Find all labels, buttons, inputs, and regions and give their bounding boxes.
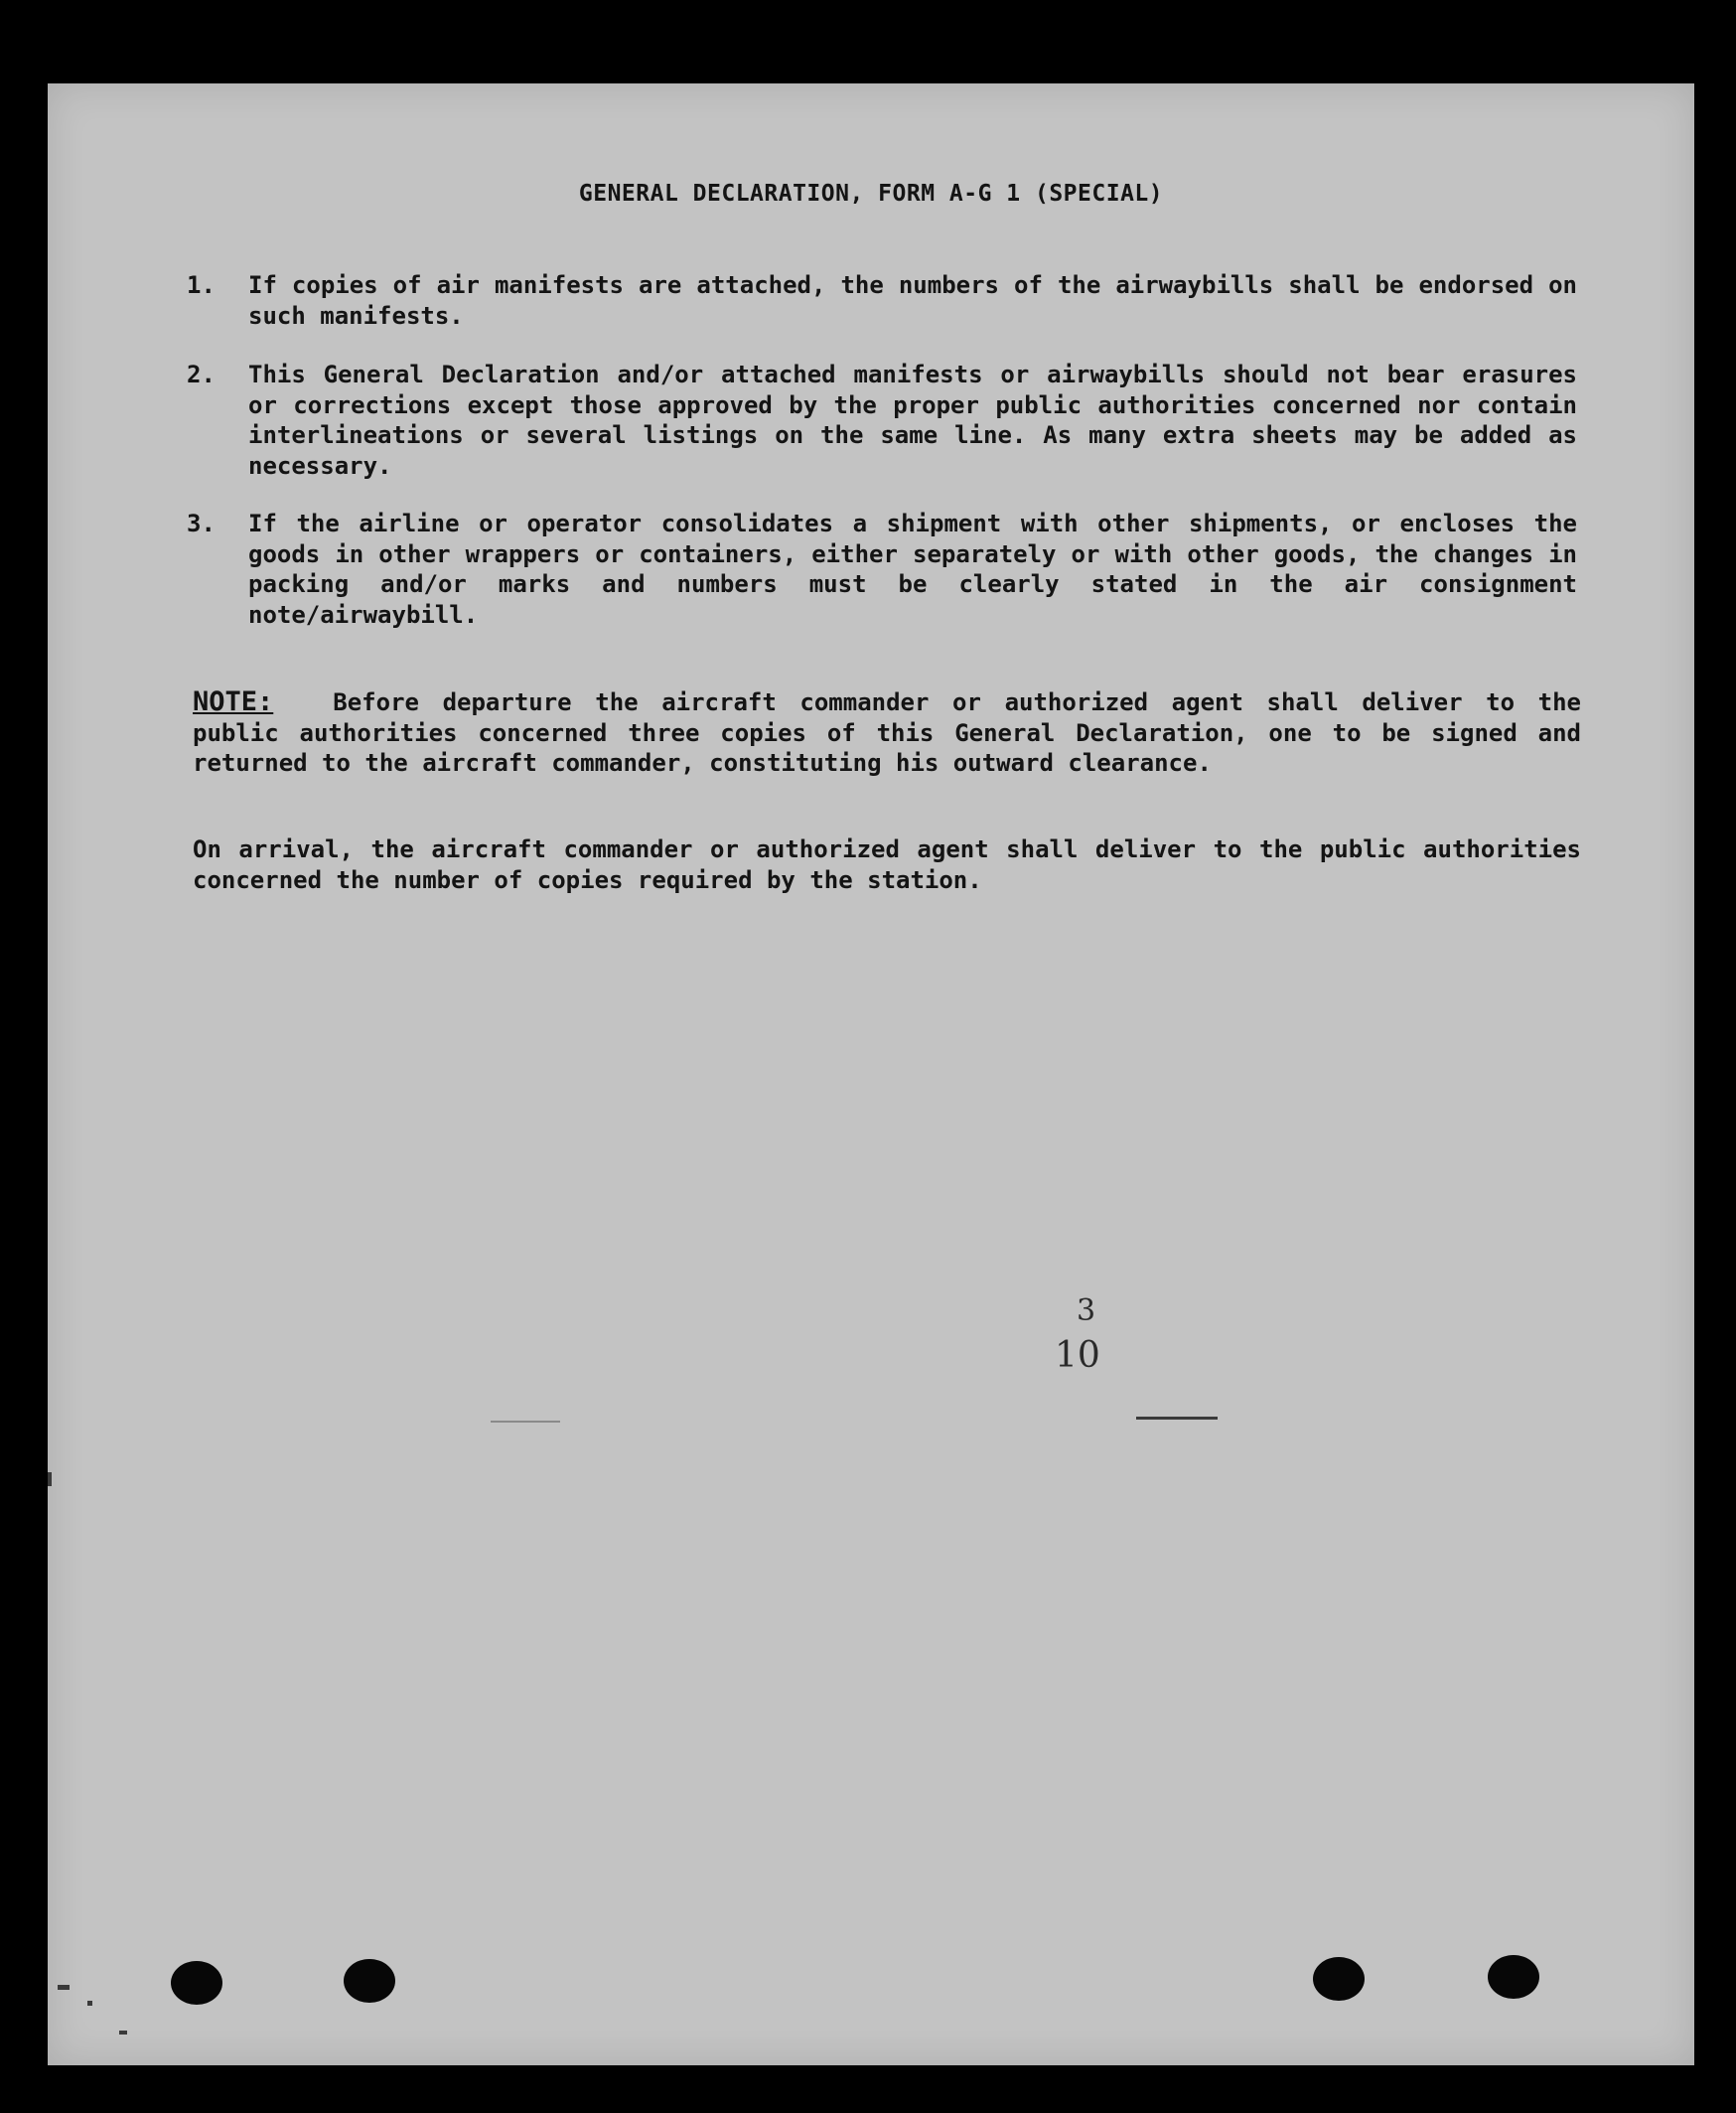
- item-text: This General Declaration and/or attached manifests or airwaybills should not bear erasures or corrections except those approved by the proper public authorities concerned nor contain interlineations or several listings on the same line. As many extra sheets may be added as necessary.: [248, 361, 1577, 480]
- scan-speck: [87, 2001, 92, 2006]
- note-text: Before departure the aircraft commander or authorized agent shall deliver to the public authorities concerned three copies of this General Declaration, one to be signed and returned to the aircraft commander, constituting his outward clearance.: [193, 688, 1581, 777]
- handwritten-line: [1136, 1417, 1218, 1420]
- faint-mark: [491, 1421, 560, 1423]
- handwritten-mark-top: 3: [1077, 1293, 1096, 1328]
- document-page: [48, 83, 1694, 2065]
- item-text: If the airline or operator consolidates a shipment with other shipments, or encloses the goods in other wrappers or containers, either separately or with other goods, the changes in packing and/or marks and numbers must be clearly stated in the air consignment note/airwaybill.: [248, 510, 1577, 629]
- note-paragraph: [193, 687, 1581, 779]
- binder-hole: [171, 1961, 222, 2005]
- document-title: GENERAL DECLARATION, FORM A-G 1 (SPECIAL): [578, 181, 1164, 207]
- item-number: 2.: [187, 361, 216, 388]
- scan-speck: [119, 2031, 127, 2035]
- edge-mark: [48, 1472, 52, 1486]
- list-item: [187, 509, 1577, 630]
- arrival-paragraph: On arrival, the aircraft commander or authorized agent shall deliver to the public authorities concerned the number of copies required by the station.: [193, 835, 1581, 894]
- handwritten-mark-bottom: 10: [1055, 1335, 1100, 1376]
- item-number: 3.: [187, 510, 216, 537]
- list-item: [187, 270, 1577, 331]
- list-item: [187, 360, 1577, 481]
- binder-hole: [344, 1959, 395, 2003]
- scan-speck: [58, 1985, 70, 1990]
- item-text: If copies of air manifests are attached, the numbers of the airwaybills shall be endorsed on such manifests.: [248, 271, 1577, 330]
- binder-hole: [1488, 1955, 1539, 1999]
- item-number: 1.: [187, 271, 216, 299]
- binder-hole: [1313, 1957, 1365, 2001]
- note-label: NOTE:: [193, 686, 274, 717]
